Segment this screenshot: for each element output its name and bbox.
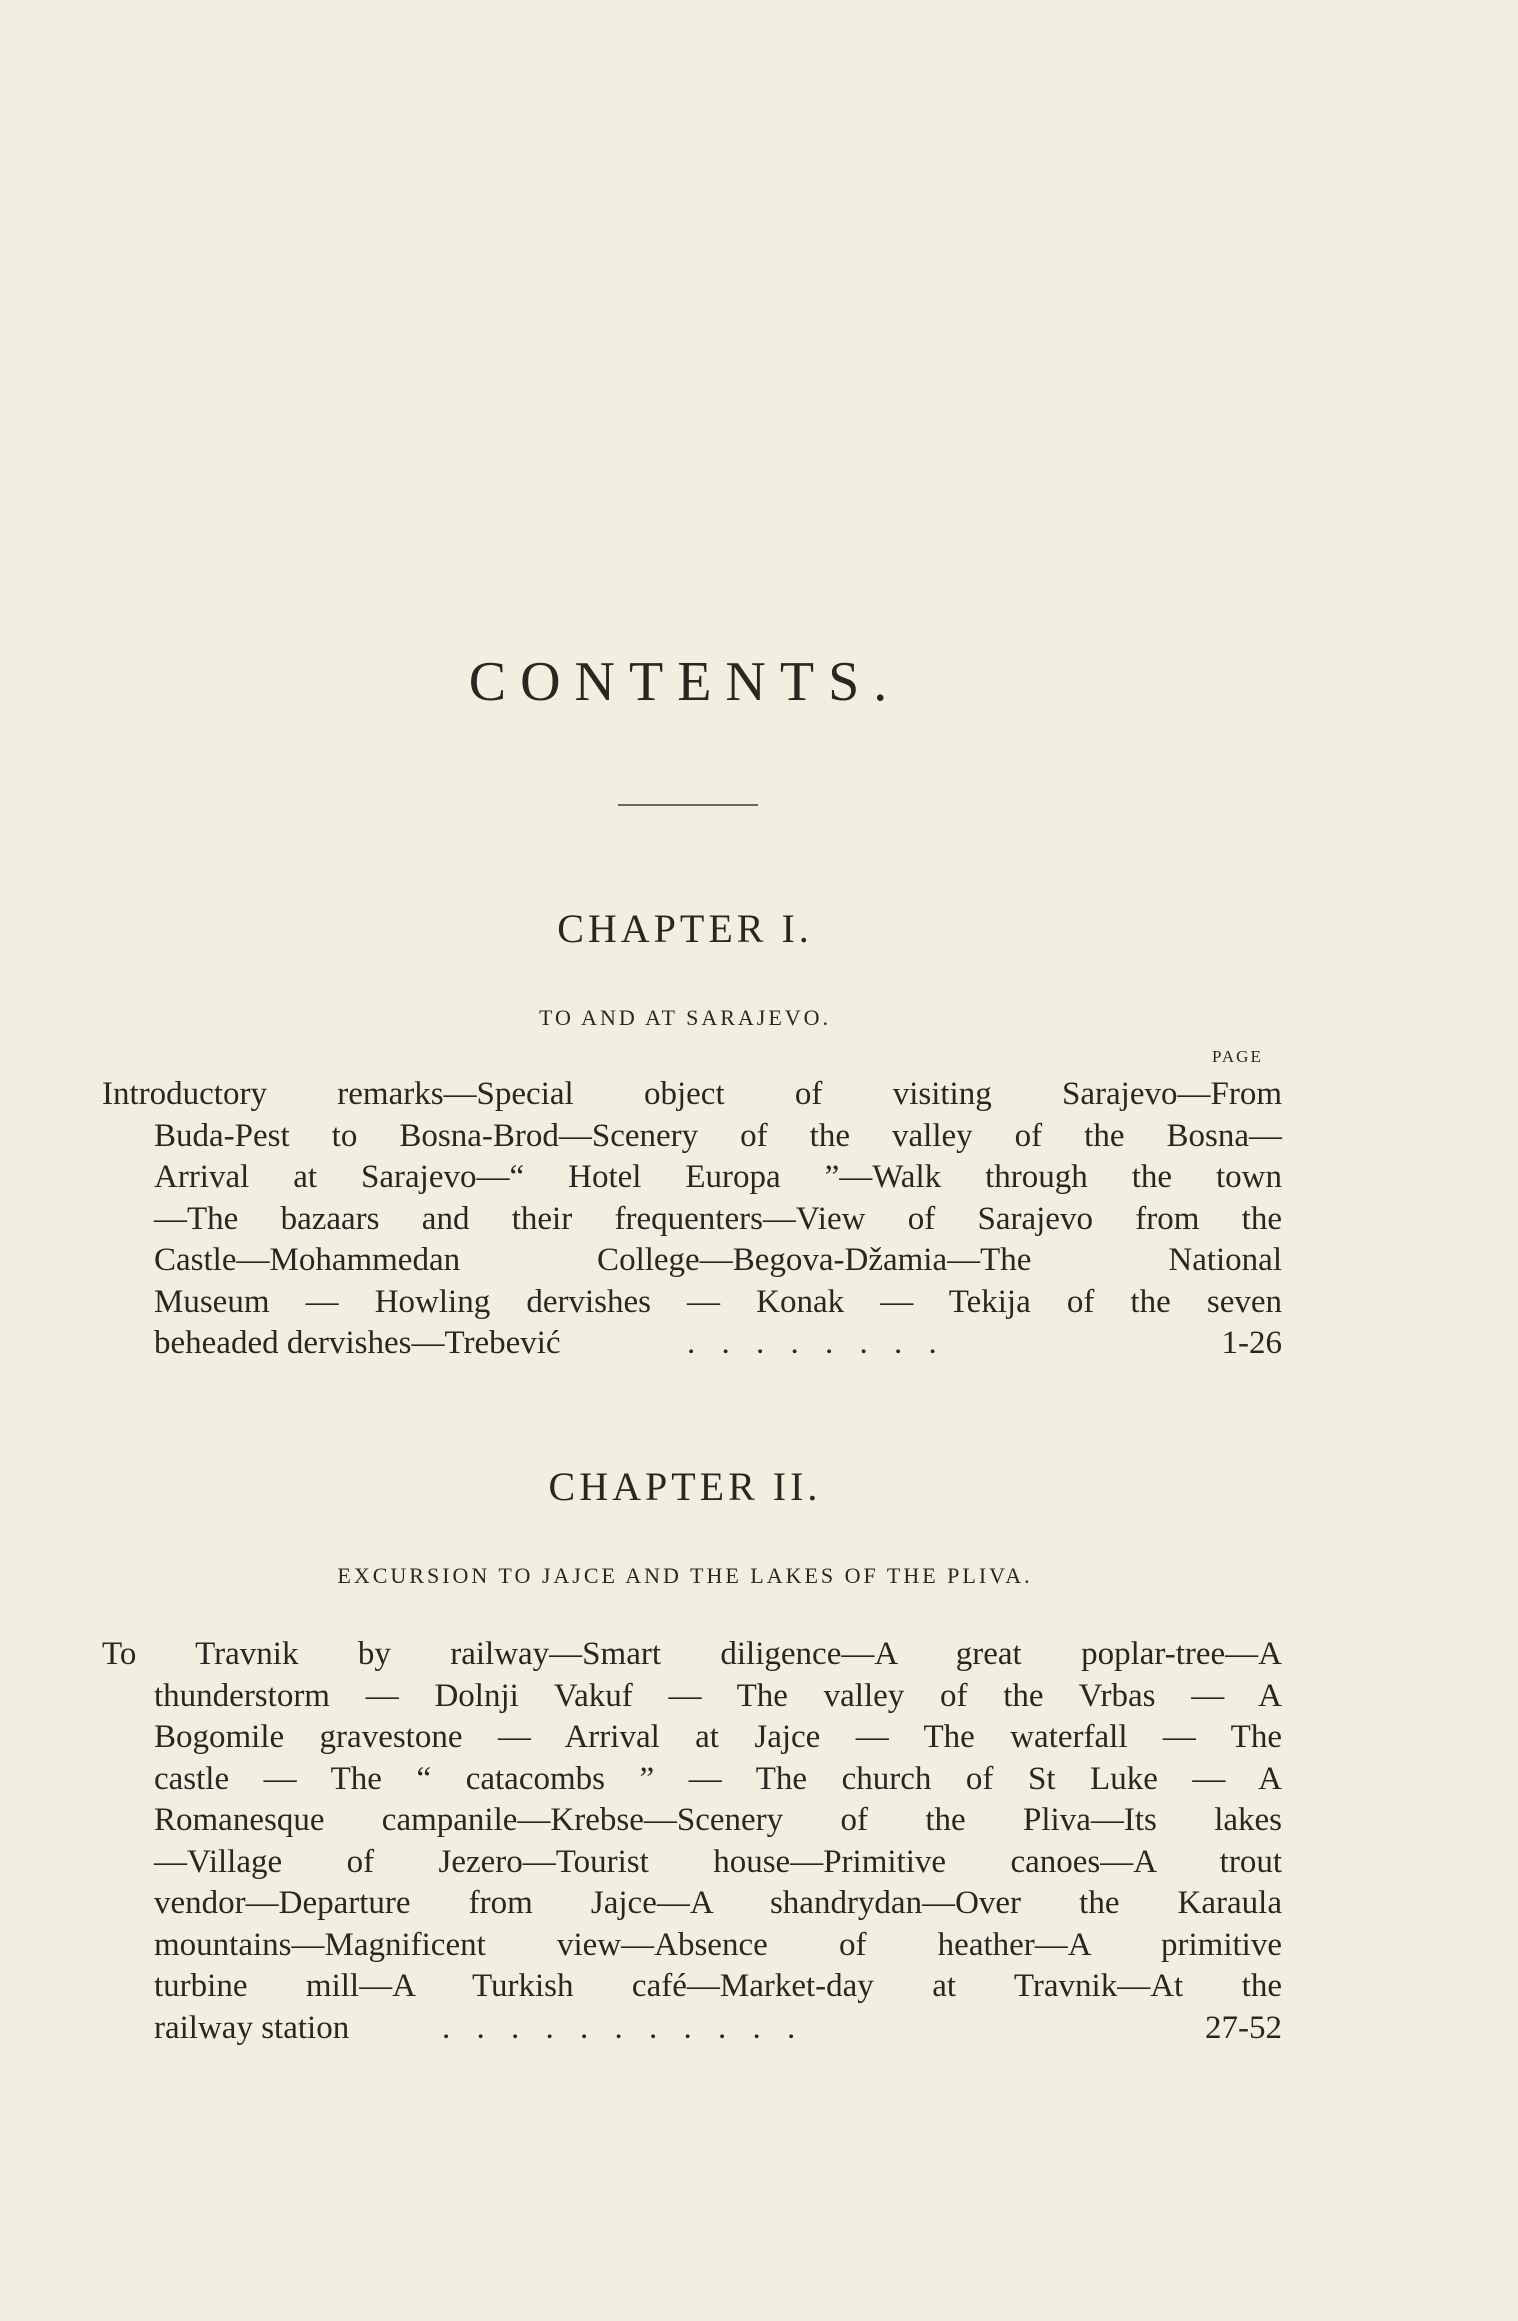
summary-line: railway station (154, 2009, 350, 2046)
chapter-1-pages: 1-26 (1221, 1325, 1282, 1361)
summary-line: mountains—Magnificent view—Absence of heather—A primitive (154, 1926, 1282, 1963)
chapter-2-heading: CHAPTER II. (548, 1464, 822, 1509)
summary-line: —The bazaars and their frequenters—View of Sarajevo from the (154, 1200, 1282, 1237)
chapter-2-subtitle: EXCURSION TO JAJCE AND THE LAKES OF THE PLIVA. (337, 1563, 1033, 1588)
summary-line: Castle—Mohammedan College—Begova-Džamia—The National (154, 1242, 1282, 1278)
chapter-1-subtitle: TO AND AT SARAJEVO. (538, 1005, 832, 1030)
summary-line: Romanesque campanile—Krebse—Scenery of the Pliva—Its lakes (154, 1802, 1282, 1838)
page-title: CONTENTS. (468, 651, 902, 713)
summary-line: Museum — Howling dervishes — Konak — Tekija of the seven (154, 1283, 1282, 1320)
summary-line: turbine mill—A Turkish café—Market-day at Travnik—At the (154, 1968, 1282, 2004)
dot-leader: . . . . . . . . . . . (442, 2009, 796, 2046)
summary-line: thunderstorm — Dolnji Vakuf — The valley of the Vrbas — A (154, 1677, 1282, 1714)
chapter-1-heading: CHAPTER I. (557, 906, 813, 951)
summary-line: Bogomile gravestone — Arrival at Jajce — The waterfall — The (154, 1719, 1282, 1755)
summary-line: vendor—Departure from Jajce—A shandrydan—Over the Karaula (154, 1885, 1282, 1921)
summary-line: To Travnik by railway—Smart diligence—A great poplar-tree—A (102, 1636, 1282, 1672)
chapter-2-pages: 27-52 (1205, 2009, 1282, 2046)
page-column-label: PAGE (1212, 1047, 1263, 1066)
chapter-2-summary (102, 1634, 1282, 2049)
summary-line: Introductory remarks—Special object of visiting Sarajevo—From (102, 1076, 1282, 1112)
summary-line: castle — The “ catacombs ” — The church of St Luke — A (154, 1760, 1282, 1797)
summary-line: Arrival at Sarajevo—“ Hotel Europa ”—Walk through the town (154, 1159, 1282, 1195)
dot-leader: . . . . . . . . (687, 1325, 937, 1361)
summary-line: Buda-Pest to Bosna-Brod—Scenery of the valley of the Bosna— (154, 1117, 1282, 1154)
title-rule (618, 804, 758, 806)
summary-line: —Village of Jezero—Tourist house—Primitive canoes—A trout (154, 1843, 1282, 1880)
summary-line: beheaded dervishes—Trebević (154, 1325, 561, 1361)
chapter-1-summary (102, 1074, 1282, 1365)
